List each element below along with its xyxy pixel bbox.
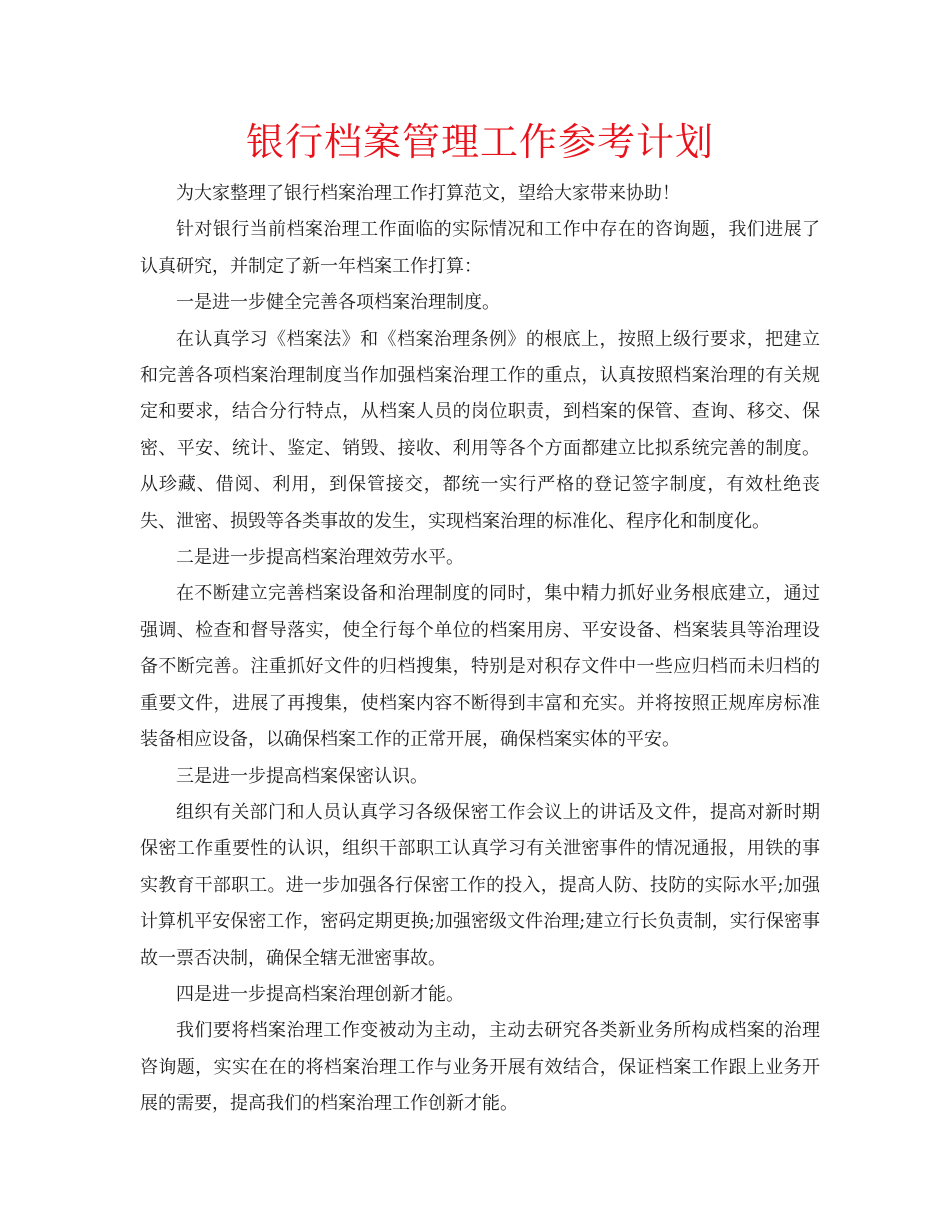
paragraph-item-1: 在认真学习《档案法》和《档案治理条例》的根底上，按照上级行要求，把建立和完善各项档案治理制度当作加强档案治理工作的重点，认真按照档案治理的有关规定和要求，结合分行特点，从档案人员的岗位职责，到档案的保管、查询、移交、保密、平安、统计、鉴定、销毁、接收、利用等各个方面都建立比拟系统完善的制度。从珍藏、借阅、利用，到保管接交，都统一实行严格的登记签字制度，有效杜绝丧失、泄密、损毁等各类事故的发生，实现档案治理的标准化、程序化和制度化。 [140, 328, 820, 532]
heading-item-1: 一是进一步健全完善各项档案治理制度。 [176, 292, 500, 314]
document-body [140, 176, 820, 1123]
document-title: 银行档案管理工作参考计划 [245, 120, 714, 164]
heading-item-2: 二是进一步提高档案治理效劳水平。 [176, 547, 464, 569]
paragraph-item-2: 在不断建立完善档案设备和治理制度的同时，集中精力抓好业务根底建立，通过强调、检查和督导落实，使全行每个单位的档案用房、平安设备、档案装具等治理设备不断完善。注重抓好文件的归档搜集，特别是对积存文件中一些应归档而未归档的重要文件，进展了再搜集，使档案内容不断得到丰富和充实。并将按照正规库房标准装备相应设备，以确保档案工作的正常开展，确保档案实体的平安。 [140, 583, 820, 751]
heading-item-3: 三是进一步提高档案保密认识。 [176, 765, 428, 787]
heading-item-4: 四是进一步提高档案治理创新才能。 [176, 983, 464, 1005]
paragraph-intro: 为大家整理了银行档案治理工作打算范文，望给大家带来协助！ [176, 183, 680, 204]
paragraph-item-3: 组织有关部门和人员认真学习各级保密工作会议上的讲话及文件，提高对新时期保密工作重要性的认识，组织干部职工认真学习有关泄密事件的情况通报，用铁的事实教育干部职工。进一步加强各行保密工作的投入，提高人防、技防的实际水平;加强计算机平安保密工作，密码定期更换;加强密级文件治理;建立行长负责制，实行保密事故一票否决制，确保全辖无泄密事故。 [140, 801, 820, 969]
paragraph-item-4: 我们要将档案治理工作变被动为主动，主动去研究各类新业务所构成档案的治理咨询题，实实在在的将档案治理工作与业务开展有效结合，保证档案工作跟上业务开展的需要，提高我们的档案治理工作创新才能。 [140, 1020, 820, 1115]
paragraph-background: 针对银行当前档案治理工作面临的实际情况和工作中存在的咨询题，我们进展了认真研究，并制定了新一年档案工作打算： [140, 219, 820, 277]
